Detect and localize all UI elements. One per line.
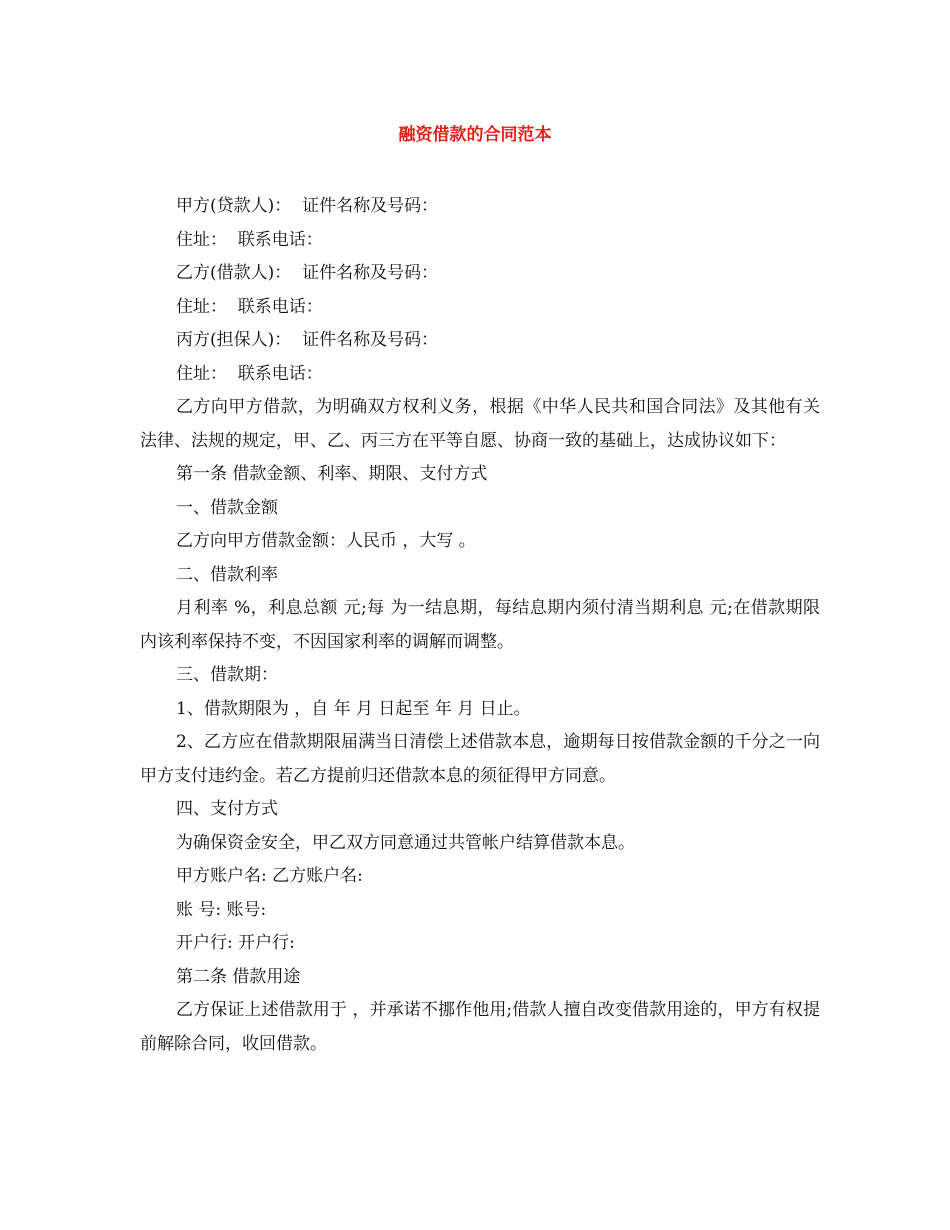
paragraph-loan-term-2: 2、乙方应在借款期限届满当日清偿上述借款本息，逾期每日按借款金额的千分之一向甲方支付违约金。若乙方提前归还借款本息的须征得甲方同意。 (140, 732, 820, 786)
paragraph-lender: 甲方(贷款人)： 证件名称及号码： (176, 196, 439, 216)
paragraph-lender-address: 住址： 联系电话： (176, 229, 323, 250)
section-payment-method-heading: 四、支付方式 (176, 799, 278, 819)
paragraph-guarantor: 丙方(担保人)： 证件名称及号码： (176, 330, 439, 350)
section-loan-amount-heading: 一、借款金额 (176, 497, 278, 518)
section-loan-term-heading: 三、借款期： (176, 665, 278, 685)
paragraph-account-number: 账 号: 账号: (176, 899, 267, 920)
section-interest-rate-heading: 二、借款利率 (176, 564, 278, 585)
article-2-heading: 第二条 借款用途 (176, 966, 301, 987)
paragraph-loan-term-1: 1、借款期限为 ，自 年 月 日起至 年 月 日止。 (176, 698, 531, 719)
paragraph-guarantor-address: 住址： 联系电话： (176, 363, 323, 384)
paragraph-payment-method: 为确保资金安全，甲乙双方同意通过共管帐户结算借款本息。 (176, 832, 635, 853)
paragraph-account-name: 甲方账户名: 乙方账户名: (176, 866, 363, 886)
paragraph-bank: 开户行: 开户行: (176, 933, 295, 953)
paragraph-interest-rate: 月利率 %，利息总额 元;每 为一结息期，每结息期内须付清当期利息 元;在借款期限内该利率保持不变，不因国家利率的调解而调整。 (140, 598, 820, 652)
paragraph-borrower: 乙方(借款人)： 证件名称及号码： (176, 263, 439, 283)
document-body (140, 190, 820, 1061)
paragraph-loan-purpose: 乙方保证上述借款用于 ，并承诺不挪作他用;借款人擅自改变借款用途的，甲方有权提前解除合同，收回借款。 (140, 1000, 820, 1054)
article-1-heading: 第一条 借款金额、利率、期限、支付方式 (176, 464, 488, 484)
paragraph-preamble: 乙方向甲方借款，为明确双方权利义务，根据《中华人民共和国合同法》及其他有关法律、法规的规定，甲、乙、丙三方在平等自愿、协商一致的基础上，达成协议如下： (140, 397, 820, 451)
document-title: 融资借款的合同范本 (398, 125, 552, 145)
paragraph-borrower-address: 住址： 联系电话： (176, 296, 323, 317)
paragraph-loan-amount: 乙方向甲方借款金额：人民币 ，大写 。 (176, 531, 476, 551)
